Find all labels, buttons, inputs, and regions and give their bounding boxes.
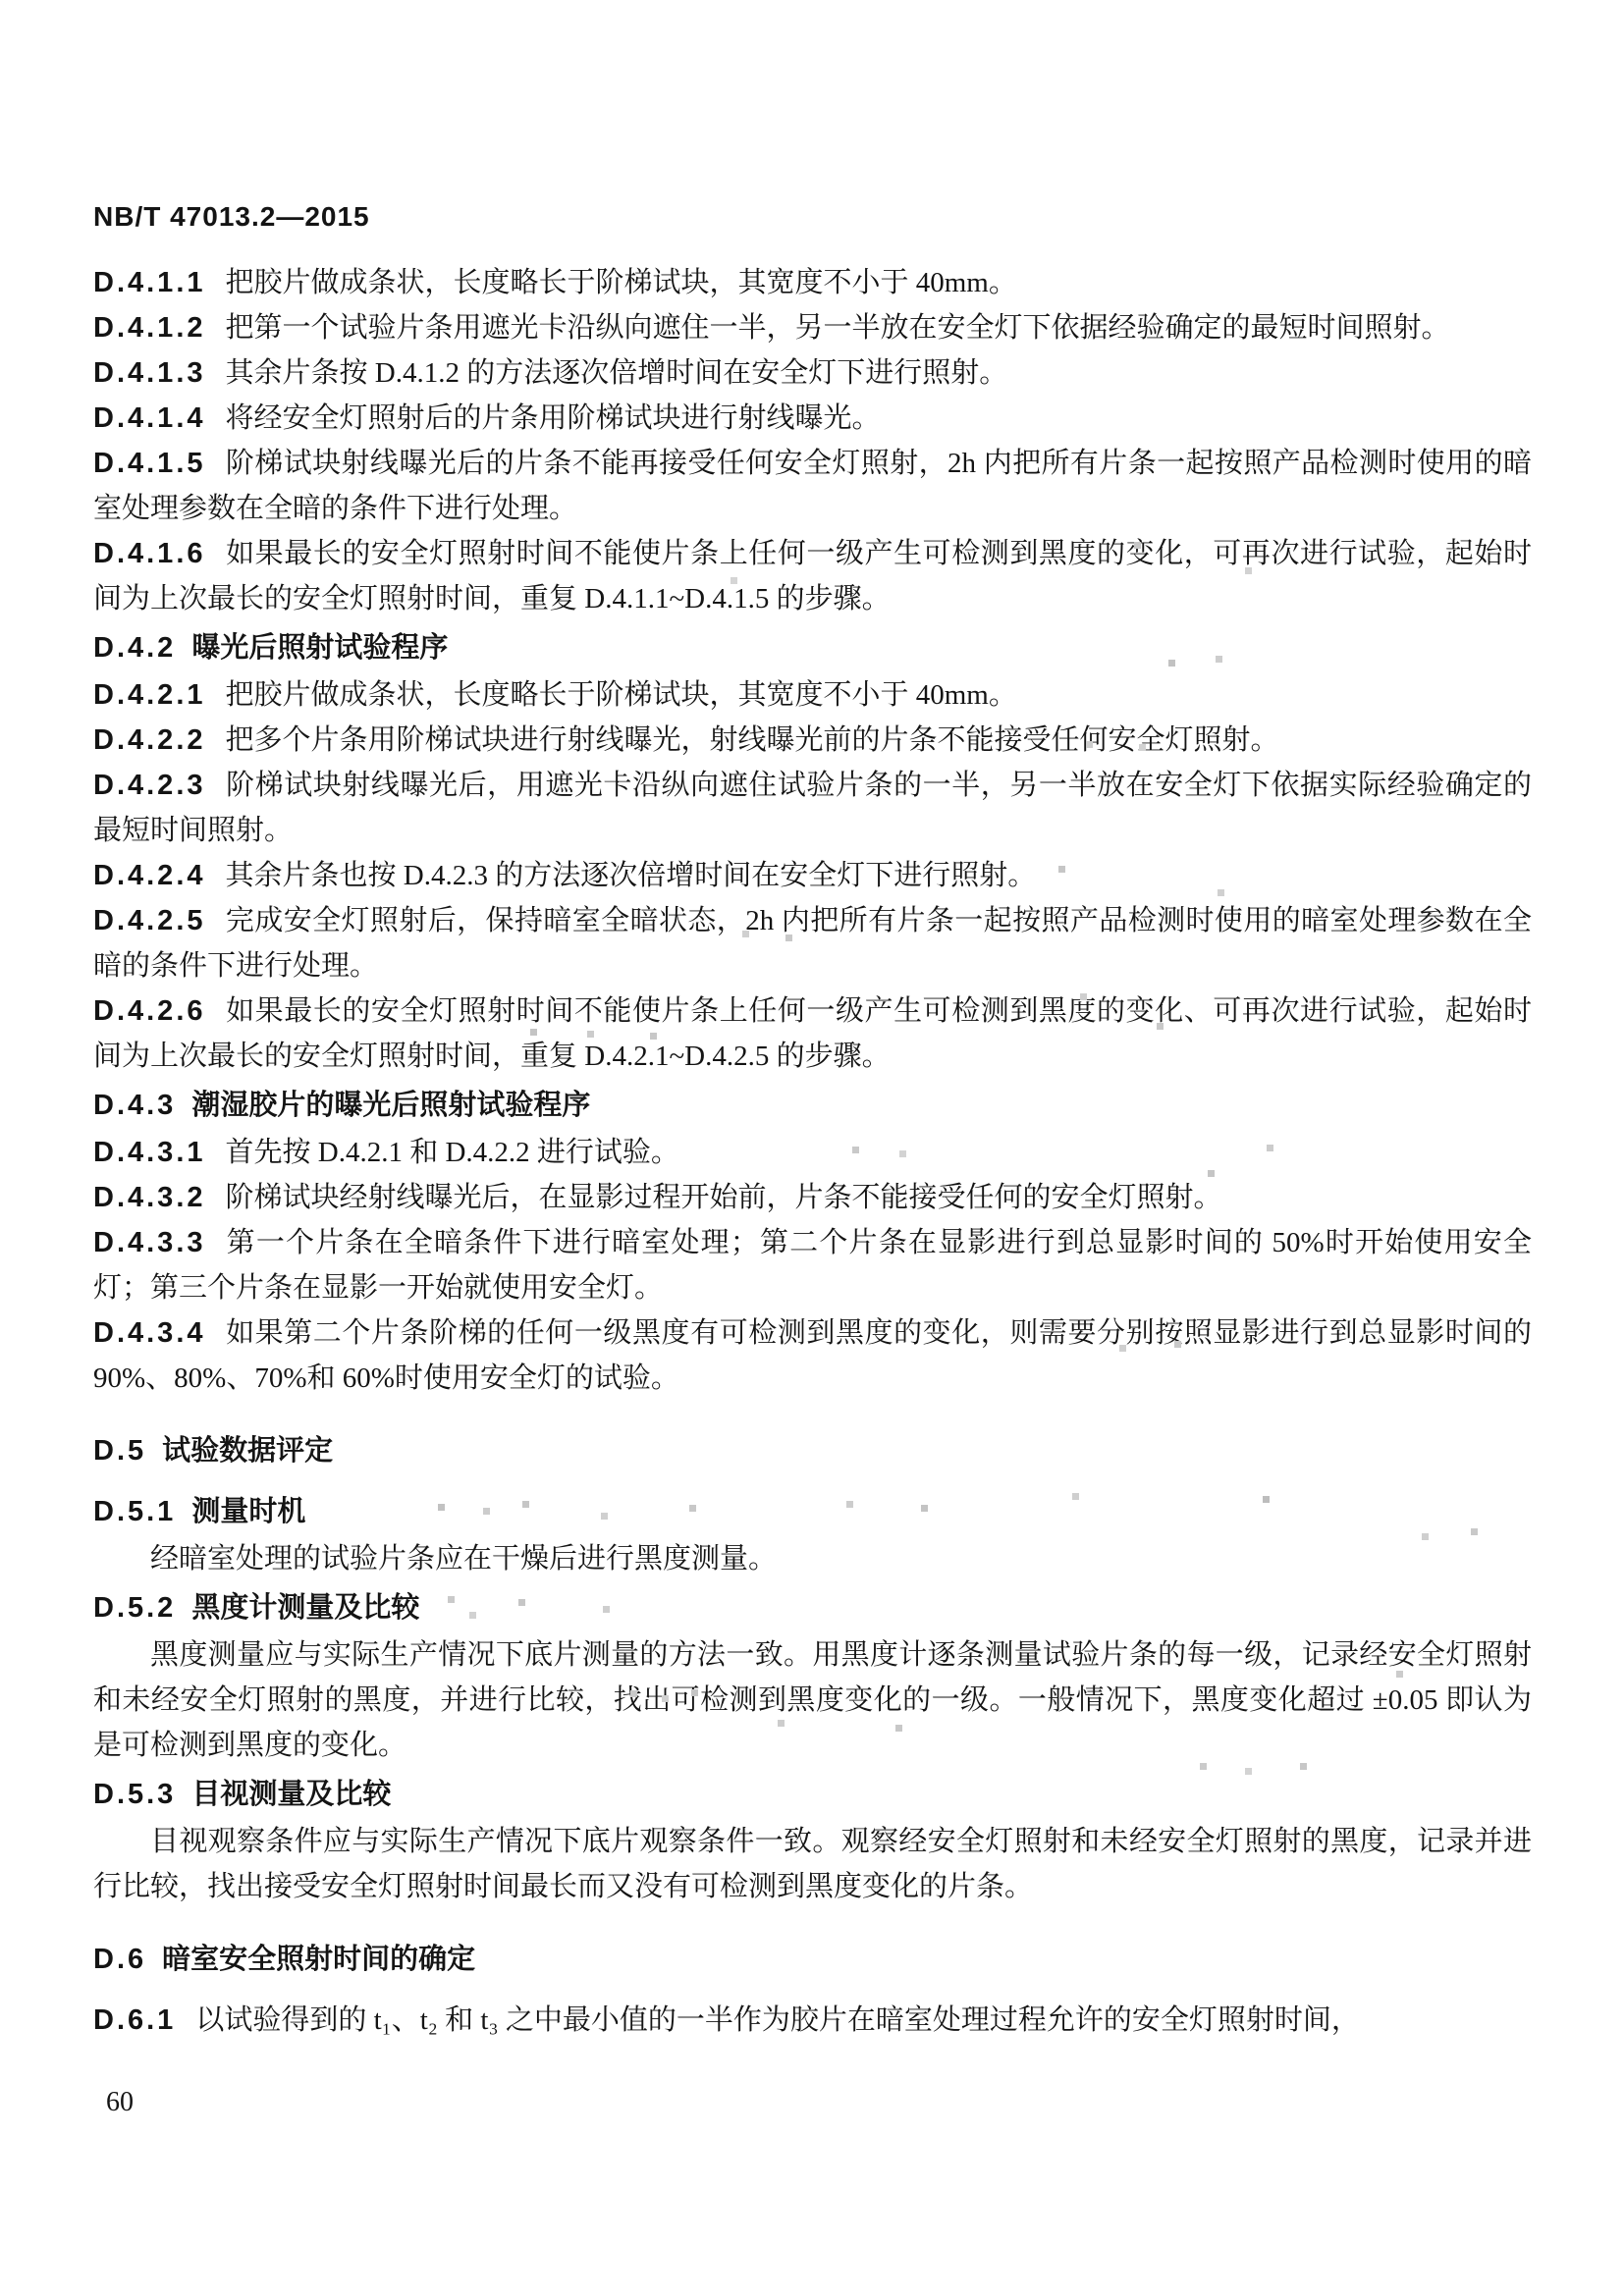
clause-text: 黑度计测量及比较 <box>191 1592 420 1624</box>
clause-text: 把多个片条用阶梯试块进行射线曝光，射线曝光前的片条不能接受任何安全灯照射。 <box>225 724 1279 756</box>
clause-text: 如果最长的安全灯照射时间不能使片条上任何一级产生可检测到黑度的变化，可再次进行试验，起始时间为上次最长的安全灯照射时间，重复 D.4.1.1~D.4.1.5 的步骤。 <box>93 538 1532 614</box>
page-number: 60 <box>106 2087 134 2117</box>
clause-text: 如果最长的安全灯照射时间不能使片条上任何一级产生可检测到黑度的变化、可再次进行试验，起始时间为上次最长的安全灯照射时间，重复 D.4.2.1~D.4.2.5 的步骤。 <box>93 995 1532 1072</box>
clause-text: 黑度测量应与实际生产情况下底片测量的方法一致。用黑度计逐条测量试验片条的每一级，记录经安全灯照射和未经安全灯照射的黑度，并进行比较，找出可检测到黑度变化的一级。一般情况下，黑度变化超过 ±0.05 即认为是可检测到黑度的变化。 <box>93 1639 1532 1761</box>
clause-d-4-2-4 <box>93 853 1532 898</box>
clause-number: D.4.1.1 <box>93 267 206 298</box>
clause-number: D.4.1.2 <box>93 312 206 344</box>
clause-text: 其余片条按 D.4.1.2 的方法逐次倍增时间在安全灯下进行照射。 <box>225 357 1008 389</box>
clause-d-4-1-2 <box>93 305 1532 350</box>
clause-d-5-1 <box>93 1489 1532 1534</box>
clause-d-6 <box>93 1937 1532 1982</box>
clause-d-4-3-3 <box>93 1220 1532 1310</box>
clause-number: D.5.1 <box>93 1496 177 1527</box>
clause-d-5 <box>93 1428 1532 1473</box>
clause-d-4-2-3 <box>93 763 1532 853</box>
document-code-header: NB/T 47013.2—2015 <box>93 201 370 232</box>
clause-text: 潮湿胶片的曝光后照射试验程序 <box>191 1090 591 1121</box>
clause-text: 首先按 D.4.2.1 和 D.4.2.2 进行试验。 <box>225 1137 679 1168</box>
clause-number: D.4.2 <box>93 632 177 664</box>
clause-text: 完成安全灯照射后，保持暗室全暗状态，2h 内把所有片条一起按照产品检测时使用的暗室处理参数在全暗的条件下进行处理。 <box>93 905 1532 982</box>
clause-number: D.4.2.4 <box>93 860 206 891</box>
paragraph <box>93 1536 1532 1581</box>
clause-d-4-1-1 <box>93 260 1532 305</box>
clause-number: D.4.2.5 <box>93 905 206 936</box>
clause-number: D.5.2 <box>93 1592 177 1624</box>
clause-text: 把胶片做成条状，长度略长于阶梯试块，其宽度不小于 40mm。 <box>225 679 1017 711</box>
clause-d-4-2 <box>93 625 1532 670</box>
clause-number: D.4.3.1 <box>93 1137 206 1168</box>
clause-d-4-1-5 <box>93 441 1532 531</box>
clause-text: 阶梯试块经射线曝光后，在显影过程开始前，片条不能接受任何的安全灯照射。 <box>225 1182 1222 1213</box>
clause-text: 测量时机 <box>191 1496 306 1527</box>
scan-noise-artifacts <box>0 0 7 7</box>
clause-d-6-1 <box>93 1998 1532 2043</box>
clause-text: 目视观察条件应与实际生产情况下底片观察条件一致。观察经安全灯照射和未经安全灯照射的黑度，记录并进行比较，找出接受安全灯照射时间最长而又没有可检测到黑度变化的片条。 <box>93 1826 1532 1902</box>
document-body <box>93 260 1532 2043</box>
clause-text: 将经安全灯照射后的片条用阶梯试块进行射线曝光。 <box>225 402 881 434</box>
clause-number: D.4.2.2 <box>93 724 206 756</box>
clause-d-4-1-4 <box>93 396 1532 441</box>
clause-number: D.4.3.4 <box>93 1317 206 1349</box>
clause-d-4-3-1 <box>93 1130 1532 1175</box>
clause-text: 阶梯试块射线曝光后的片条不能再接受任何安全灯照射，2h 内把所有片条一起按照产品检测时使用的暗室处理参数在全暗的条件下进行处理。 <box>93 448 1532 524</box>
clause-d-4-3-4 <box>93 1310 1532 1401</box>
clause-d-4-2-5 <box>93 898 1532 988</box>
clause-d-4-2-1 <box>93 672 1532 718</box>
clause-d-4-1-3 <box>93 350 1532 396</box>
clause-number: D.4.3.3 <box>93 1227 206 1258</box>
clause-number: D.4.3.2 <box>93 1182 206 1213</box>
clause-text: 阶梯试块射线曝光后，用遮光卡沿纵向遮住试验片条的一半，另一半放在安全灯下依据实际经验确定的最短时间照射。 <box>93 770 1532 846</box>
clause-number: D.4.3 <box>93 1090 177 1121</box>
clause-number: D.5.3 <box>93 1779 177 1810</box>
clause-text: 目视测量及比较 <box>191 1779 392 1810</box>
clause-text: 曝光后照射试验程序 <box>191 632 449 664</box>
clause-text: 试验数据评定 <box>162 1435 334 1467</box>
clause-d-4-2-6 <box>93 988 1532 1079</box>
paragraph <box>93 1819 1532 1909</box>
clause-text: 其余片条也按 D.4.2.3 的方法逐次倍增时间在安全灯下进行照射。 <box>225 860 1037 891</box>
clause-text: 如果第二个片条阶梯的任何一级黑度有可检测到黑度的变化，则需要分别按照显影进行到总显影时间的 90%、80%、70%和 60%时使用安全灯的试验。 <box>93 1317 1532 1394</box>
clause-number: D.6.1 <box>93 2004 177 2036</box>
clause-text: 经暗室处理的试验片条应在干燥后进行黑度测量。 <box>150 1543 778 1575</box>
clause-number: D.4.1.6 <box>93 538 206 569</box>
clause-number: D.4.1.3 <box>93 357 206 389</box>
clause-number: D.4.1.4 <box>93 402 206 434</box>
clause-d-4-1-6 <box>93 531 1532 621</box>
clause-number: D.6 <box>93 1944 147 1975</box>
clause-text: 把胶片做成条状，长度略长于阶梯试块，其宽度不小于 40mm。 <box>225 267 1017 298</box>
clause-d-4-3 <box>93 1083 1532 1128</box>
clause-d-4-3-2 <box>93 1175 1532 1220</box>
clause-d-5-3 <box>93 1772 1532 1817</box>
clause-number: D.5 <box>93 1435 147 1467</box>
paragraph <box>93 1632 1532 1768</box>
clause-text: 暗室安全照射时间的确定 <box>162 1944 476 1975</box>
clause-number: D.4.1.5 <box>93 448 206 479</box>
clause-number: D.4.2.1 <box>93 679 206 711</box>
clause-number: D.4.2.6 <box>93 995 206 1027</box>
clause-text: 第一个片条在全暗条件下进行暗室处理；第二个片条在显影进行到总显影时间的 50%时开始使用安全灯；第三个片条在显影一开始就使用安全灯。 <box>93 1227 1532 1304</box>
clause-text: 把第一个试验片条用遮光卡沿纵向遮住一半，另一半放在安全灯下依据经验确定的最短时间照射。 <box>225 312 1450 344</box>
clause-d-5-2 <box>93 1585 1532 1630</box>
clause-d-4-2-2 <box>93 718 1532 763</box>
clause-number: D.4.2.3 <box>93 770 206 801</box>
clause-text: 以试验得到的 t₁、t₂ 和 t₃ 之中最小值的一半作为胶片在暗室处理过程允许的安全灯照射时间， <box>195 2004 1360 2036</box>
